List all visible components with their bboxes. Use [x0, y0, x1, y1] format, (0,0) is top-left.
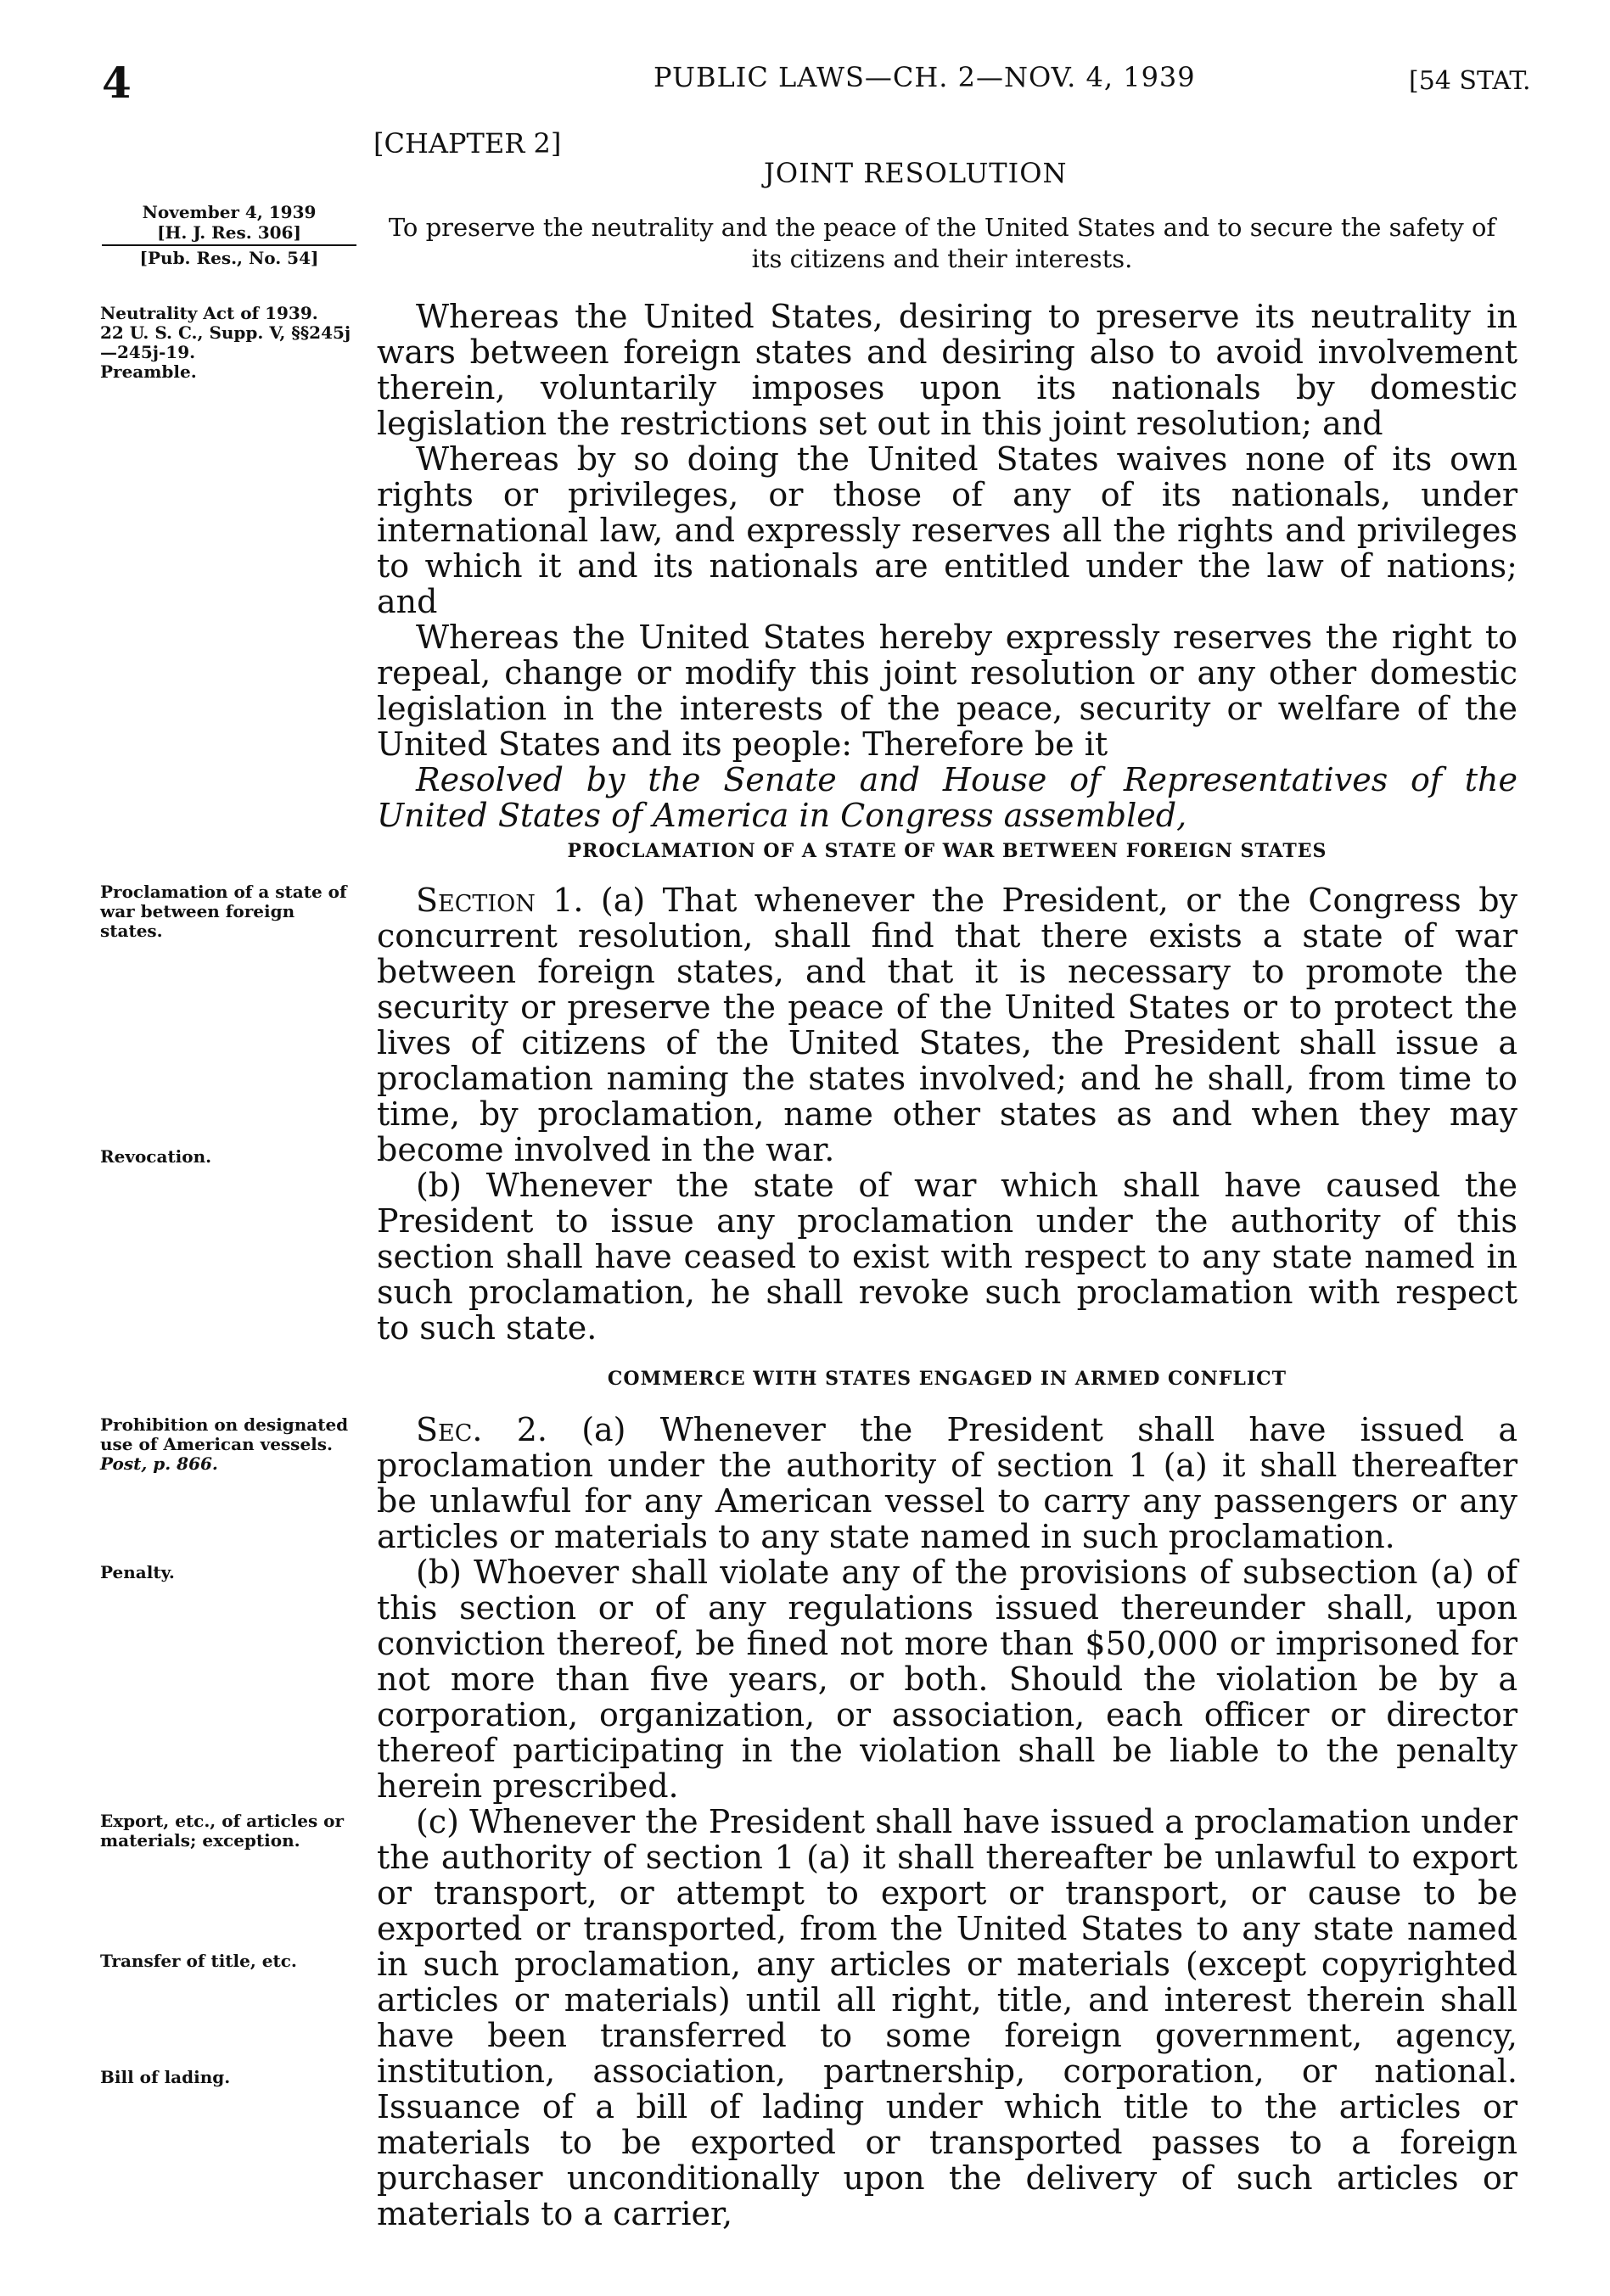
margin-bill-of-lading: Bill of lading.	[100, 2067, 231, 2087]
margin-neutrality-act	[100, 304, 359, 382]
margin-usc-ref: 22 U. S. C., Supp. V, §§245j—245j-19.	[100, 322, 351, 362]
margin-preamble: Preamble.	[100, 361, 197, 382]
margin-neutrality-act-text: Neutrality Act of 1939.	[100, 303, 318, 323]
resolving-clause: Resolved by the Senate and House of Representatives of the United States of America in Congress assembled,	[377, 761, 1517, 834]
margin-revocation: Revocation.	[100, 1146, 212, 1167]
margin-transfer: Transfer of title, etc.	[100, 1951, 297, 1971]
preamble-paragraph-2: Whereas by so doing the United States waives none of its own rights or privileges, or those of any of its nationals, under international law, and expressly reserves all the rights and privileges to which it and its nationals are entitled under the law of nations; and	[377, 440, 1517, 620]
margin-prohibition	[100, 1415, 359, 1474]
section-1a	[377, 882, 1517, 1168]
margin-prohibition-text: Prohibition on designated use of American vessels.	[100, 1414, 349, 1454]
section-1-label: Section 1.	[416, 882, 584, 919]
section-2-text	[377, 1412, 1517, 2232]
section-1a-text: (a) That whenever the President, or the Congress by concurrent resolution, shall find that there exists a state of war between foreign states, and that it is necessary to promote the security or preserve the peace of the United States or to protect the lives of citizens of the United States, the President shall issue a proclamation naming the states involved; and he shall, from time to time, by proclamation, name other states as and when they may become involved in the war.	[377, 882, 1517, 1168]
resolution-subtitle: To preserve the neutrality and the peace of the United States and to secure the safety of its citizens and their interests.	[388, 213, 1496, 273]
section-1b: (b) Whenever the state of war which shall have caused the President to issue any proclamation under the authority of this section shall have ceased to exist with respect to any state named in such proclamation, he shall revoke such proclamation with respect to such state.	[377, 1167, 1517, 1347]
statute-reference: [54 STAT.	[1409, 66, 1531, 96]
preamble-text	[377, 299, 1517, 833]
preamble-paragraph-3: Whereas the United States hereby expressly reserves the right to repeal, change or modify this joint resolution or any other domestic legislation in the interests of the peace, security or welfare of the United States and its people: Therefore be it	[377, 619, 1517, 763]
section-2a	[377, 1412, 1517, 1554]
margin-rule	[102, 244, 356, 246]
margin-identifier	[102, 202, 356, 268]
margin-post-ref: Post, p. 866.	[100, 1453, 218, 1474]
margin-date: November 4, 1939	[142, 202, 317, 222]
document-type: JOINT RESOLUTION	[764, 157, 1068, 189]
chapter-label: [CHAPTER 2]	[373, 127, 562, 160]
running-head: PUBLIC LAWS—CH. 2—NOV. 4, 1939	[654, 61, 1196, 93]
section-2c: (c) Whenever the President shall have issued a proclamation under the authority of section 1 (a) it shall thereafter be unlawful to export or transport, or attempt to export or transport, or cause to be exported or transported, from the United States to any state named in such proclamation, any articles or materials (except copyrighted articles or materials) until all right, title, and interest therein shall have been transferred to some foreign government, agency, institution, association, partnership, corporation, or national. Issuance of a bill of lading under which title to the articles or materials to be exported or transported passes to a foreign purchaser unconditionally upon the delivery of such articles or materials to a carrier,	[377, 1803, 1517, 2232]
margin-hj-res: [H. J. Res. 306]	[157, 222, 301, 243]
section-heading-1: PROCLAMATION OF A STATE OF WAR BETWEEN FOREIGN STATES	[567, 840, 1327, 862]
margin-penalty: Penalty.	[100, 1562, 175, 1582]
section-2-label: Sec. 2.	[416, 1411, 547, 1448]
section-1-text	[377, 882, 1517, 1346]
margin-pub-res: [Pub. Res., No. 54]	[139, 248, 319, 268]
section-heading-2: COMMERCE WITH STATES ENGAGED IN ARMED CONFLICT	[607, 1368, 1287, 1390]
preamble-paragraph-1: Whereas the United States, desiring to preserve its neutrality in wars between foreign states and desiring also to avoid involvement therein, voluntarily imposes upon its nationals by domestic legislation the restrictions set out in this joint resolution; and	[377, 298, 1517, 442]
margin-proclamation: Proclamation of a state of war between foreign states.	[100, 882, 347, 941]
section-2a-text: (a) Whenever the President shall have issued a proclamation under the authority of section 1 (a) it shall thereafter be unlawful for any American vessel to carry any passengers or any articles or materials to any state named in such proclamation.	[377, 1411, 1517, 1555]
section-2b: (b) Whoever shall violate any of the provisions of subsection (a) of this section or of any regulations issued thereunder shall, upon conviction thereof, be fined not more than $50,000 or imprisoned for not more than five years, or both. Should the violation be by a corporation, organization, or association, each officer or director thereof participating in the violation shall be liable to the penalty herein prescribed.	[377, 1554, 1517, 1805]
page-number: 4	[102, 58, 132, 108]
margin-export: Export, etc., of articles or materials; exception.	[100, 1811, 345, 1851]
